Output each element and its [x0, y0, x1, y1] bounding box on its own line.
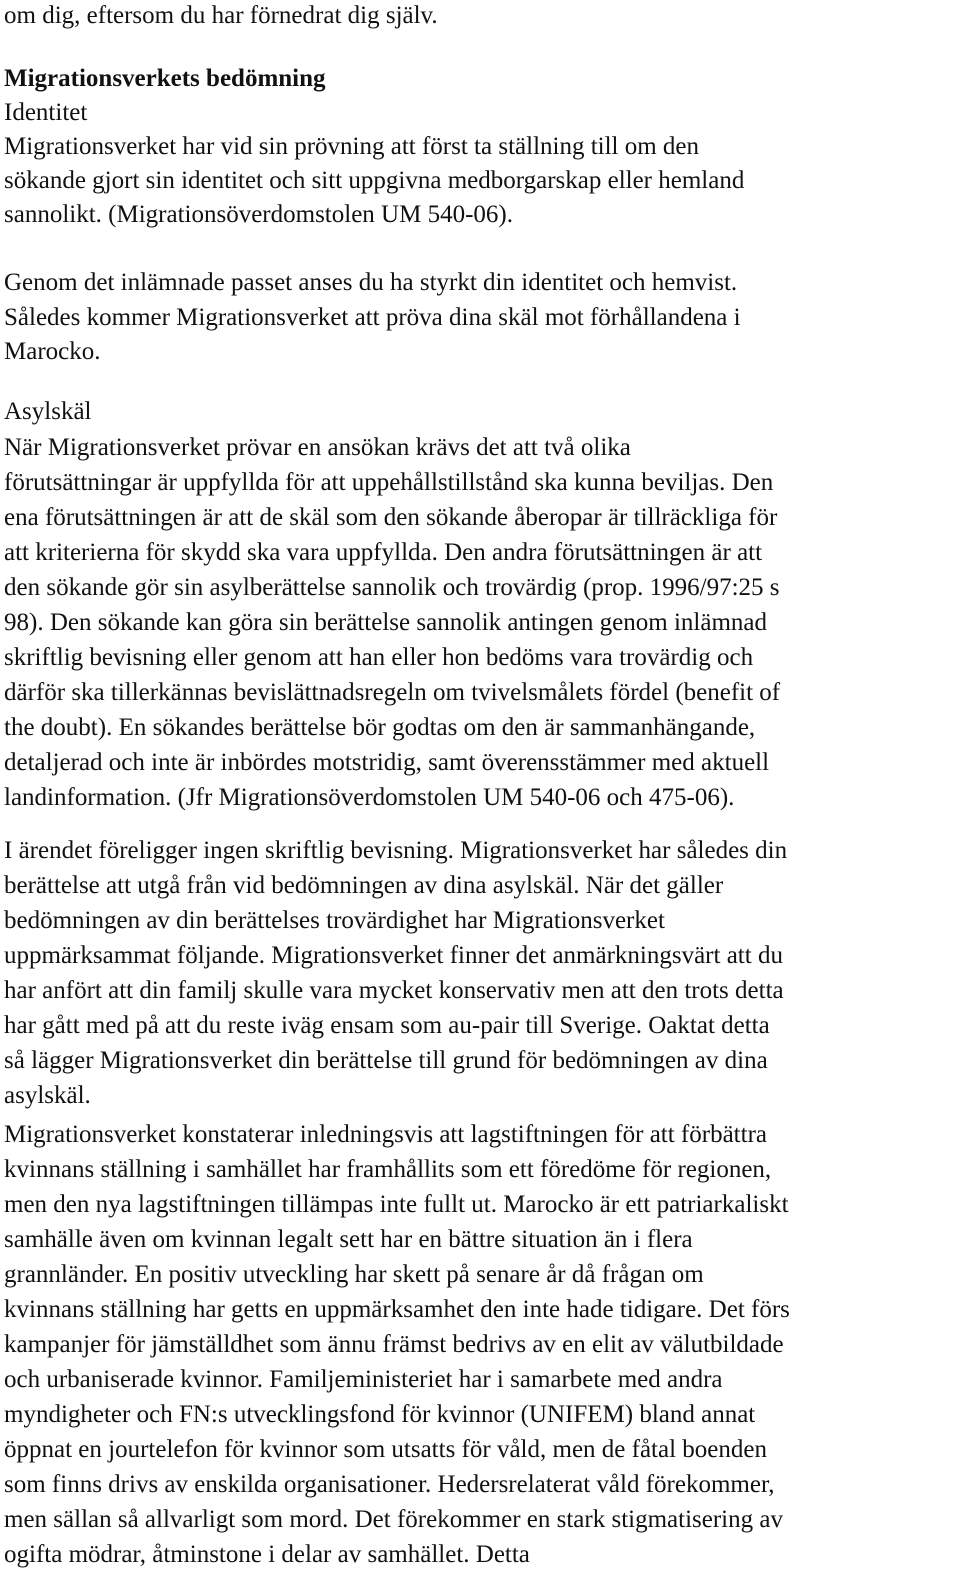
text-line: att kriterierna för skydd ska vara uppfyllda. Den andra förutsättningen är att: [4, 539, 763, 566]
text-line: öppnat en jourtelefon för kvinnor som utsatts för våld, men de fåtal boenden: [4, 1436, 767, 1463]
text-line: skriftlig bevisning eller genom att han eller hon bedöms vara trovärdig och: [4, 644, 754, 671]
text-line: uppmärksammat följande. Migrationsverket finner det anmärkningsvärt att du: [4, 942, 783, 969]
text-line: Marocko.: [4, 338, 101, 365]
text-line: har anfört att din familj skulle vara mycket konservativ men att den trots detta: [4, 977, 784, 1004]
text-line: och urbaniserade kvinnor. Familjeministeriet har i samarbete med andra: [4, 1366, 723, 1393]
text-line: sannolikt. (Migrationsöverdomstolen UM 540-06).: [4, 201, 513, 228]
text-line: har gått med på att du reste iväg ensam som au-pair till Sverige. Oaktat detta: [4, 1012, 770, 1039]
text-line: därför ska tillerkännas bevislättnadsregeln om tvivelsmålets fördel (benefit of: [4, 679, 781, 706]
text-line: förutsättningar är uppfyllda för att uppehållstillstånd ska kunna beviljas. Den: [4, 469, 774, 496]
text-line: detaljerad och inte är inbördes motstridig, samt överensstämmer med aktuell: [4, 749, 770, 776]
text-line: ogifta mödrar, åtminstone i delar av samhället. Detta: [4, 1541, 530, 1568]
subheading-identity: Identitet: [4, 99, 88, 126]
text-line: den sökande gör sin asylberättelse sannolik och trovärdig (prop. 1996/97:25 s: [4, 574, 780, 601]
text-line: samhälle även om kvinnan legalt sett har en bättre situation än i flera: [4, 1226, 693, 1253]
text-line: Således kommer Migrationsverket att pröva dina skäl mot förhållandena i: [4, 304, 741, 331]
text-line: som finns drivs av enskilda organisationer. Hedersrelaterat våld förekommer,: [4, 1471, 775, 1498]
text-line: Migrationsverket har vid sin prövning att först ta ställning till om den: [4, 133, 700, 160]
text-line: 98). Den sökande kan göra sin berättelse sannolik antingen genom inlämnad: [4, 609, 767, 636]
text-line: berättelse att utgå från vid bedömningen av dina asylskäl. När det gäller: [4, 872, 724, 899]
text-line: Migrationsverket konstaterar inledningsvis att lagstiftningen för att förbättra: [4, 1121, 767, 1148]
text-line: När Migrationsverket prövar en ansökan krävs det att två olika: [4, 434, 631, 461]
text-line: men den nya lagstiftningen tillämpas inte fullt ut. Marocko är ett patriarkaliskt: [4, 1191, 789, 1218]
text-line: ena förutsättningen är att de skäl som den sökande åberopar är tillräckliga för: [4, 504, 778, 531]
text-line: myndigheter och FN:s utvecklingsfond för kvinnor (UNIFEM) bland annat: [4, 1401, 756, 1428]
text-line: kampanjer för jämställdhet som ännu främst bedrivs av en elit av välutbildade: [4, 1331, 784, 1358]
text-line: asylskäl.: [4, 1082, 91, 1109]
text-line: the doubt). En sökandes berättelse bör godtas om den är sammanhängande,: [4, 714, 756, 741]
section-heading: Migrationsverkets bedömning: [4, 65, 326, 92]
text-line: I ärendet föreligger ingen skriftlig bevisning. Migrationsverket har således din: [4, 837, 788, 864]
subheading-asylum: Asylskäl: [4, 398, 92, 425]
text-line: landinformation. (Jfr Migrationsöverdomstolen UM 540-06 och 475-06).: [4, 784, 735, 811]
text-line: Genom det inlämnade passet anses du ha styrkt din identitet och hemvist.: [4, 269, 738, 296]
text-line: men sällan så allvarligt som mord. Det förekommer en stark stigmatisering av: [4, 1506, 783, 1533]
text-line: kvinnans ställning i samhället har framhållits som ett föredöme för regionen,: [4, 1156, 772, 1183]
text-line: om dig, eftersom du har förnedrat dig själv.: [4, 2, 438, 29]
text-line: så lägger Migrationsverket din berättelse till grund för bedömningen av dina: [4, 1047, 768, 1074]
text-line: kvinnans ställning har getts en uppmärksamhet den inte hade tidigare. Det förs: [4, 1296, 790, 1323]
text-line: grannländer. En positiv utveckling har skett på senare år då frågan om: [4, 1261, 704, 1288]
text-line: bedömningen av din berättelses trovärdighet har Migrationsverket: [4, 907, 665, 934]
text-line: sökande gjort sin identitet och sitt uppgivna medborgarskap eller hemland: [4, 167, 745, 194]
